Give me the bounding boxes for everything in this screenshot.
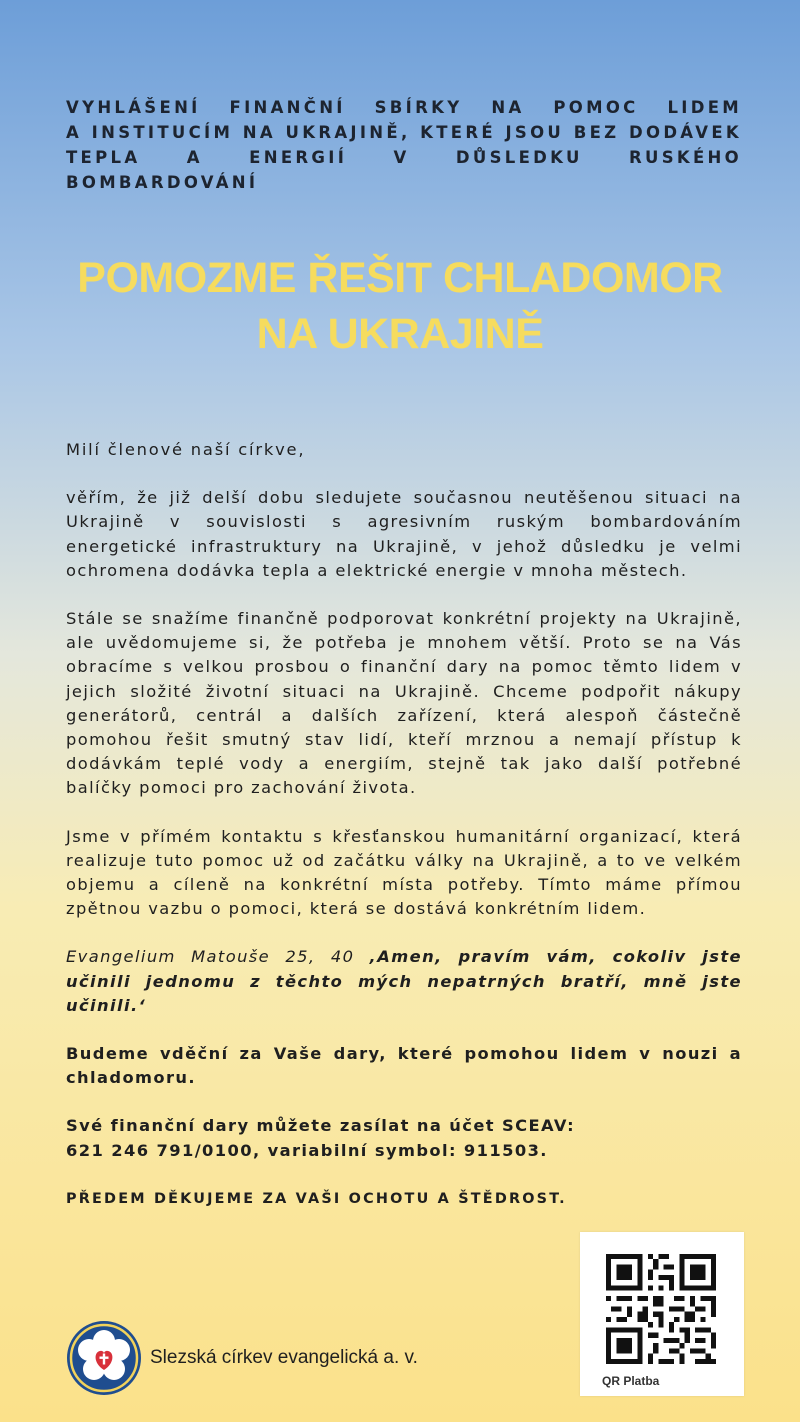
- account-info: [66, 1114, 742, 1162]
- bible-quote: [66, 945, 742, 1018]
- appeal-heading-line-3: TEPLA A ENERGIÍ V DŮSLEDKU RUSKÉHO BOMBARDOVÁNÍ: [66, 148, 742, 192]
- account-info-line-2: 621 246 791/0100, variabilní symbol: 911503.: [66, 1140, 548, 1160]
- appeal-heading-line-1: VYHLÁŠENÍ FINANČNÍ SBÍRKY NA POMOC LIDEM: [66, 98, 742, 117]
- organization-signature: [66, 1320, 418, 1396]
- paragraph-situation: věřím, že již delší dobu sledujete současnou neutěšenou situaci na Ukrajině v souvislosti s agresivním ruským bombardováním energetické infrastruktury na Ukrajině, v jehož důsledku je velmi ochromena dodávka tepla a elektrické energie v mnoha městech.: [66, 488, 742, 580]
- paragraph-partner: Jsme v přímém kontaktu s křesťanskou humanitární organizací, která realizuje tuto pomoc už od začátku války na Ukrajině, a to ve velkém objemu a cíleně na konkrétní místa potřeby. Tímto máme přímou zpětnou vazbu o pomoci, která se dostává konkrétním lidem.: [66, 826, 742, 919]
- account-info-line-1: Své finanční dary můžete zasílat na účet SCEAV:: [66, 1116, 576, 1136]
- appeal-heading-line-2: A INSTITUCÍM NA UKRAJINĚ, KTERÉ JSOU BEZ DODÁVEK: [66, 123, 742, 142]
- paragraph-request: Stále se snažíme finančně podporovat konkrétní projekty na Ukrajině, ale uvědomujeme si, že potřeba je mnohem větší. Proto se na Vás obracíme s velkou prosbou o finanční dary na pomoc těmto lidem v jejich složité životní situaci na Ukrajině. Chceme podpořit nákupy generátorů, centrál a dalších zařízení, která alespoň částečně pomohou řešit smutný stav lidí, kteří mrznou a nemají přístup k dodávkám teplé vody a energiím, stejně tak jako další potřebné balíčky pomoci pro zachování života.: [66, 609, 742, 798]
- main-title-line-2: NA UKRAJINĚ: [256, 310, 544, 358]
- greeting: Milí členové naší církve,: [66, 440, 306, 459]
- organization-name: Slezská církev evangelická a. v.: [150, 1347, 418, 1368]
- bible-quote-text: ‚Amen, pravím vám, cokoliv jste učinili jednomu z těchto mých nepatrných bratří, mně jste učinili.‘: [66, 947, 742, 1015]
- letter-body: [66, 438, 742, 1235]
- luther-rose-seal-icon: [66, 1320, 142, 1396]
- paragraph-gratitude: Budeme vděční za Vaše dary, které pomohou lidem v nouzi a chladomoru.: [66, 1044, 742, 1088]
- main-title: [0, 250, 800, 362]
- bible-quote-reference: Evangelium Matouše 25, 40: [66, 947, 355, 967]
- qr-payment-label: QR Platba: [602, 1374, 660, 1388]
- qr-payment-box: [580, 1232, 744, 1396]
- main-title-line-1: POMOZME ŘEŠIT CHLADOMOR: [77, 254, 723, 302]
- appeal-heading: [66, 95, 742, 195]
- qr-code-icon: [606, 1254, 716, 1364]
- closing-thanks: PŘEDEM DĚKUJEME ZA VAŠI OCHOTU A ŠTĚDROST.: [66, 1190, 567, 1207]
